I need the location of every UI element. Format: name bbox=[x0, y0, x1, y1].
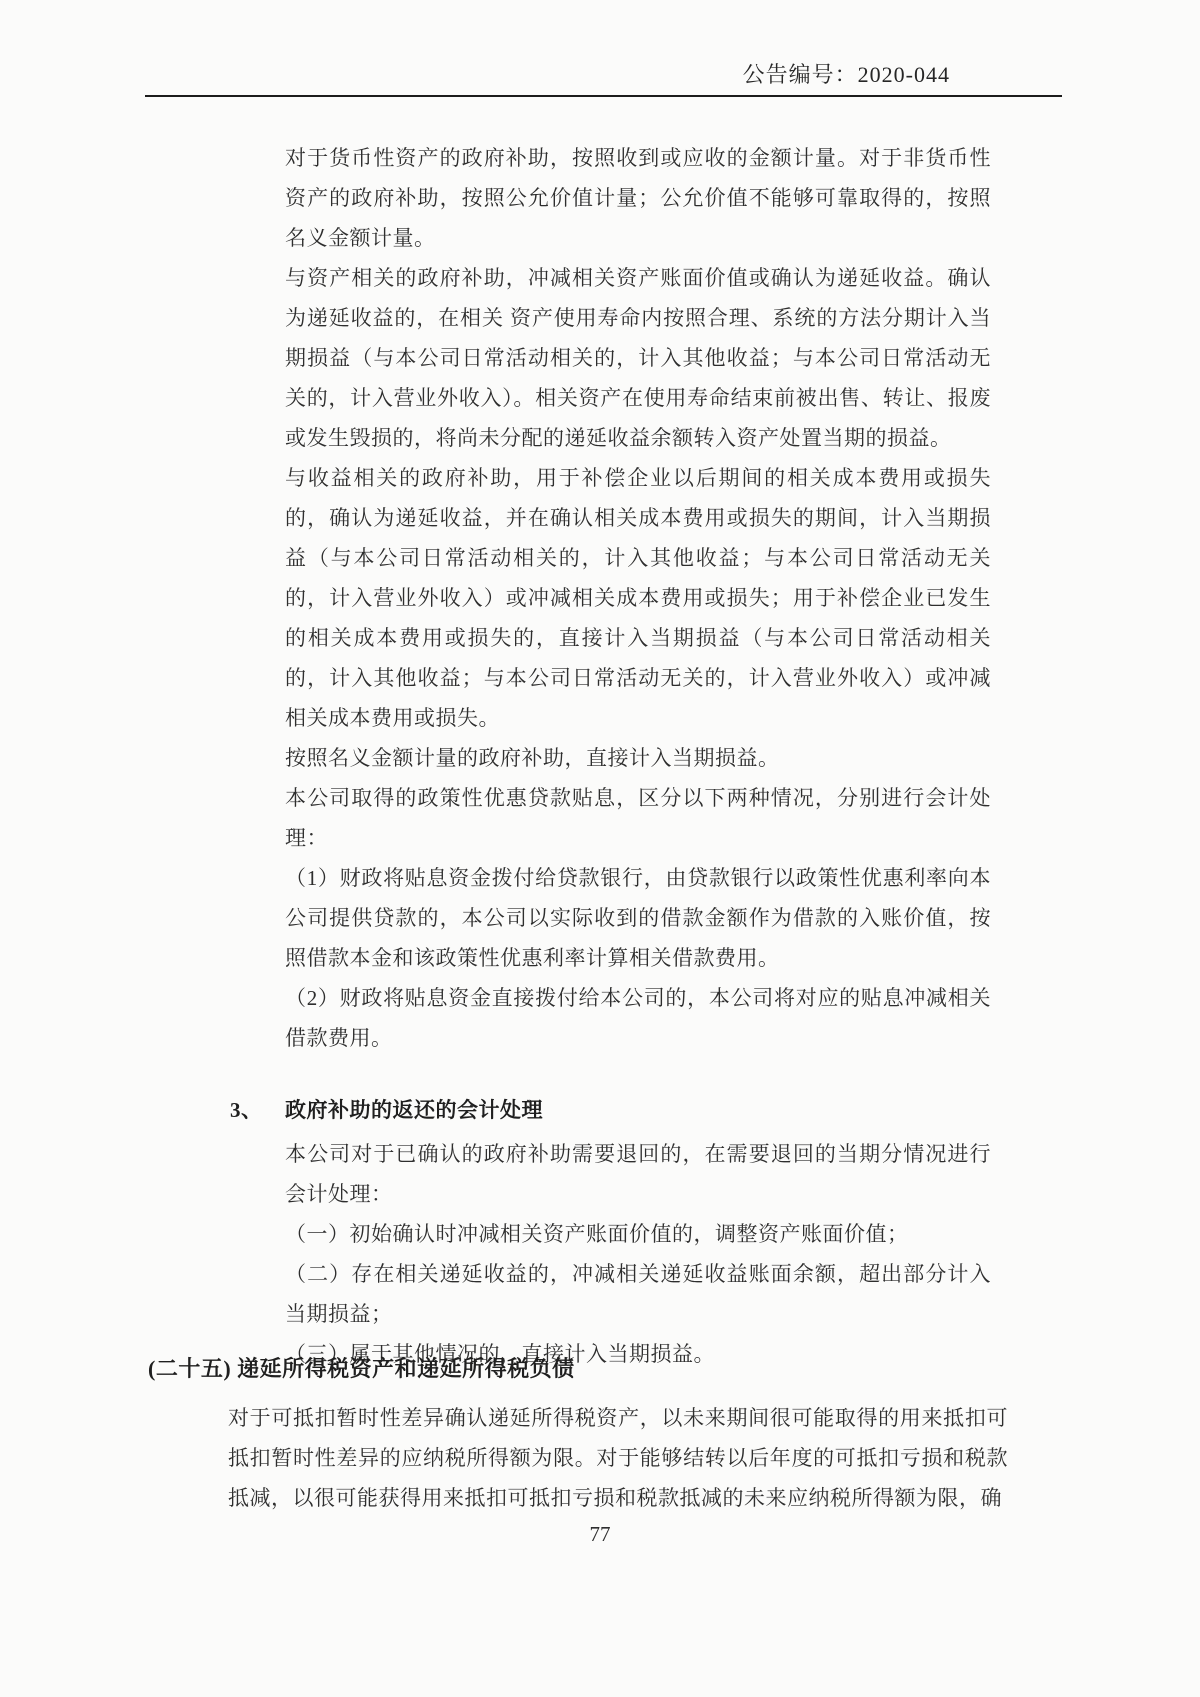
list-item-refund-2: （二）存在相关递延收益的，冲减相关递延收益账面余额，超出部分计入当期损益； bbox=[285, 1262, 991, 1326]
paragraph-monetary-grants: 对于货币性资产的政府补助，按照收到或应收的金额计量。对于非货币性资产的政府补助，按照公允价值计量；公允价值不能够可靠取得的，按照名义金额计量。 bbox=[285, 146, 991, 250]
section3-title: 政府补助的返还的会计处理 bbox=[285, 1098, 543, 1122]
list-item-refund-3: （三）属于其他情况的，直接计入当期损益。 bbox=[285, 1342, 715, 1366]
paragraph-policy-loan-case2: （2）财政将贴息资金直接拨付给本公司的，本公司将对应的贴息冲减相关借款费用。 bbox=[285, 986, 991, 1050]
paragraph-grant-refund-intro: 本公司对于已确认的政府补助需要退回的，在需要退回的当期分情况进行会计处理： bbox=[285, 1142, 991, 1206]
paragraph-asset-related-grants: 与资产相关的政府补助，冲减相关资产账面价值或确认为递延收益。确认为递延收益的，在相关 资产使用寿命内按照合理、系统的方法分期计入当期损益（与本公司日常活动相关的，计入其他收益；与本公司日常活动无关的，计入营业外收入）。相关资产在使用寿命结束前被出售、转让、报废或发生毁损的，将尚未分配的递延收益余额转入资产处置当期的损益。 bbox=[285, 266, 991, 450]
paragraph-nominal-amount-grants: 按照名义金额计量的政府补助，直接计入当期损益。 bbox=[285, 746, 780, 770]
section3-heading bbox=[230, 1090, 991, 1130]
section25-text-block bbox=[228, 1398, 1008, 1518]
paragraph-deferred-tax: 对于可抵扣暂时性差异确认递延所得税资产，以未来期间很可能取得的用来抵扣可抵扣暂时性差异的应纳税所得额为限。对于能够结转以后年度的可抵扣亏损和税款抵减，以很可能获得用来抵扣可抵扣亏损和税款抵减的未来应纳税所得额为限，确 bbox=[228, 1406, 1008, 1510]
list-item-refund-1: （一）初始确认时冲减相关资产账面价值的，调整资产账面价值； bbox=[285, 1222, 909, 1246]
header-divider bbox=[145, 95, 1062, 97]
page-number: 77 bbox=[589, 1522, 611, 1546]
section3-number: 3、 bbox=[230, 1098, 263, 1122]
announcement-number: 公告编号：2020-044 bbox=[742, 62, 950, 87]
paragraph-income-related-grants: 与收益相关的政府补助，用于补偿企业以后期间的相关成本费用或损失的，确认为递延收益，并在确认相关成本费用或损失的期间，计入当期损益（与本公司日常活动相关的，计入其他收益；与本公司日常活动无关的，计入营业外收入）或冲减相关成本费用或损失；用于补偿企业已发生的相关成本费用或损失的，直接计入当期损益（与本公司日常活动相关的，计入其他收益；与本公司日常活动无关的，计入营业外收入）或冲减相关成本费用或损失。 bbox=[285, 466, 991, 730]
paragraph-policy-loan-intro: 本公司取得的政策性优惠贷款贴息，区分以下两种情况，分别进行会计处理： bbox=[285, 786, 991, 850]
paragraph-policy-loan-case1: （1）财政将贴息资金拨付给贷款银行，由贷款银行以政策性优惠利率向本公司提供贷款的，本公司以实际收到的借款金额作为借款的入账价值，按照借款本金和该政策性优惠利率计算相关借款费用。 bbox=[285, 866, 991, 970]
section25-title: (二十五) 递延所得税资产和递延所得税负债 bbox=[148, 1356, 575, 1381]
